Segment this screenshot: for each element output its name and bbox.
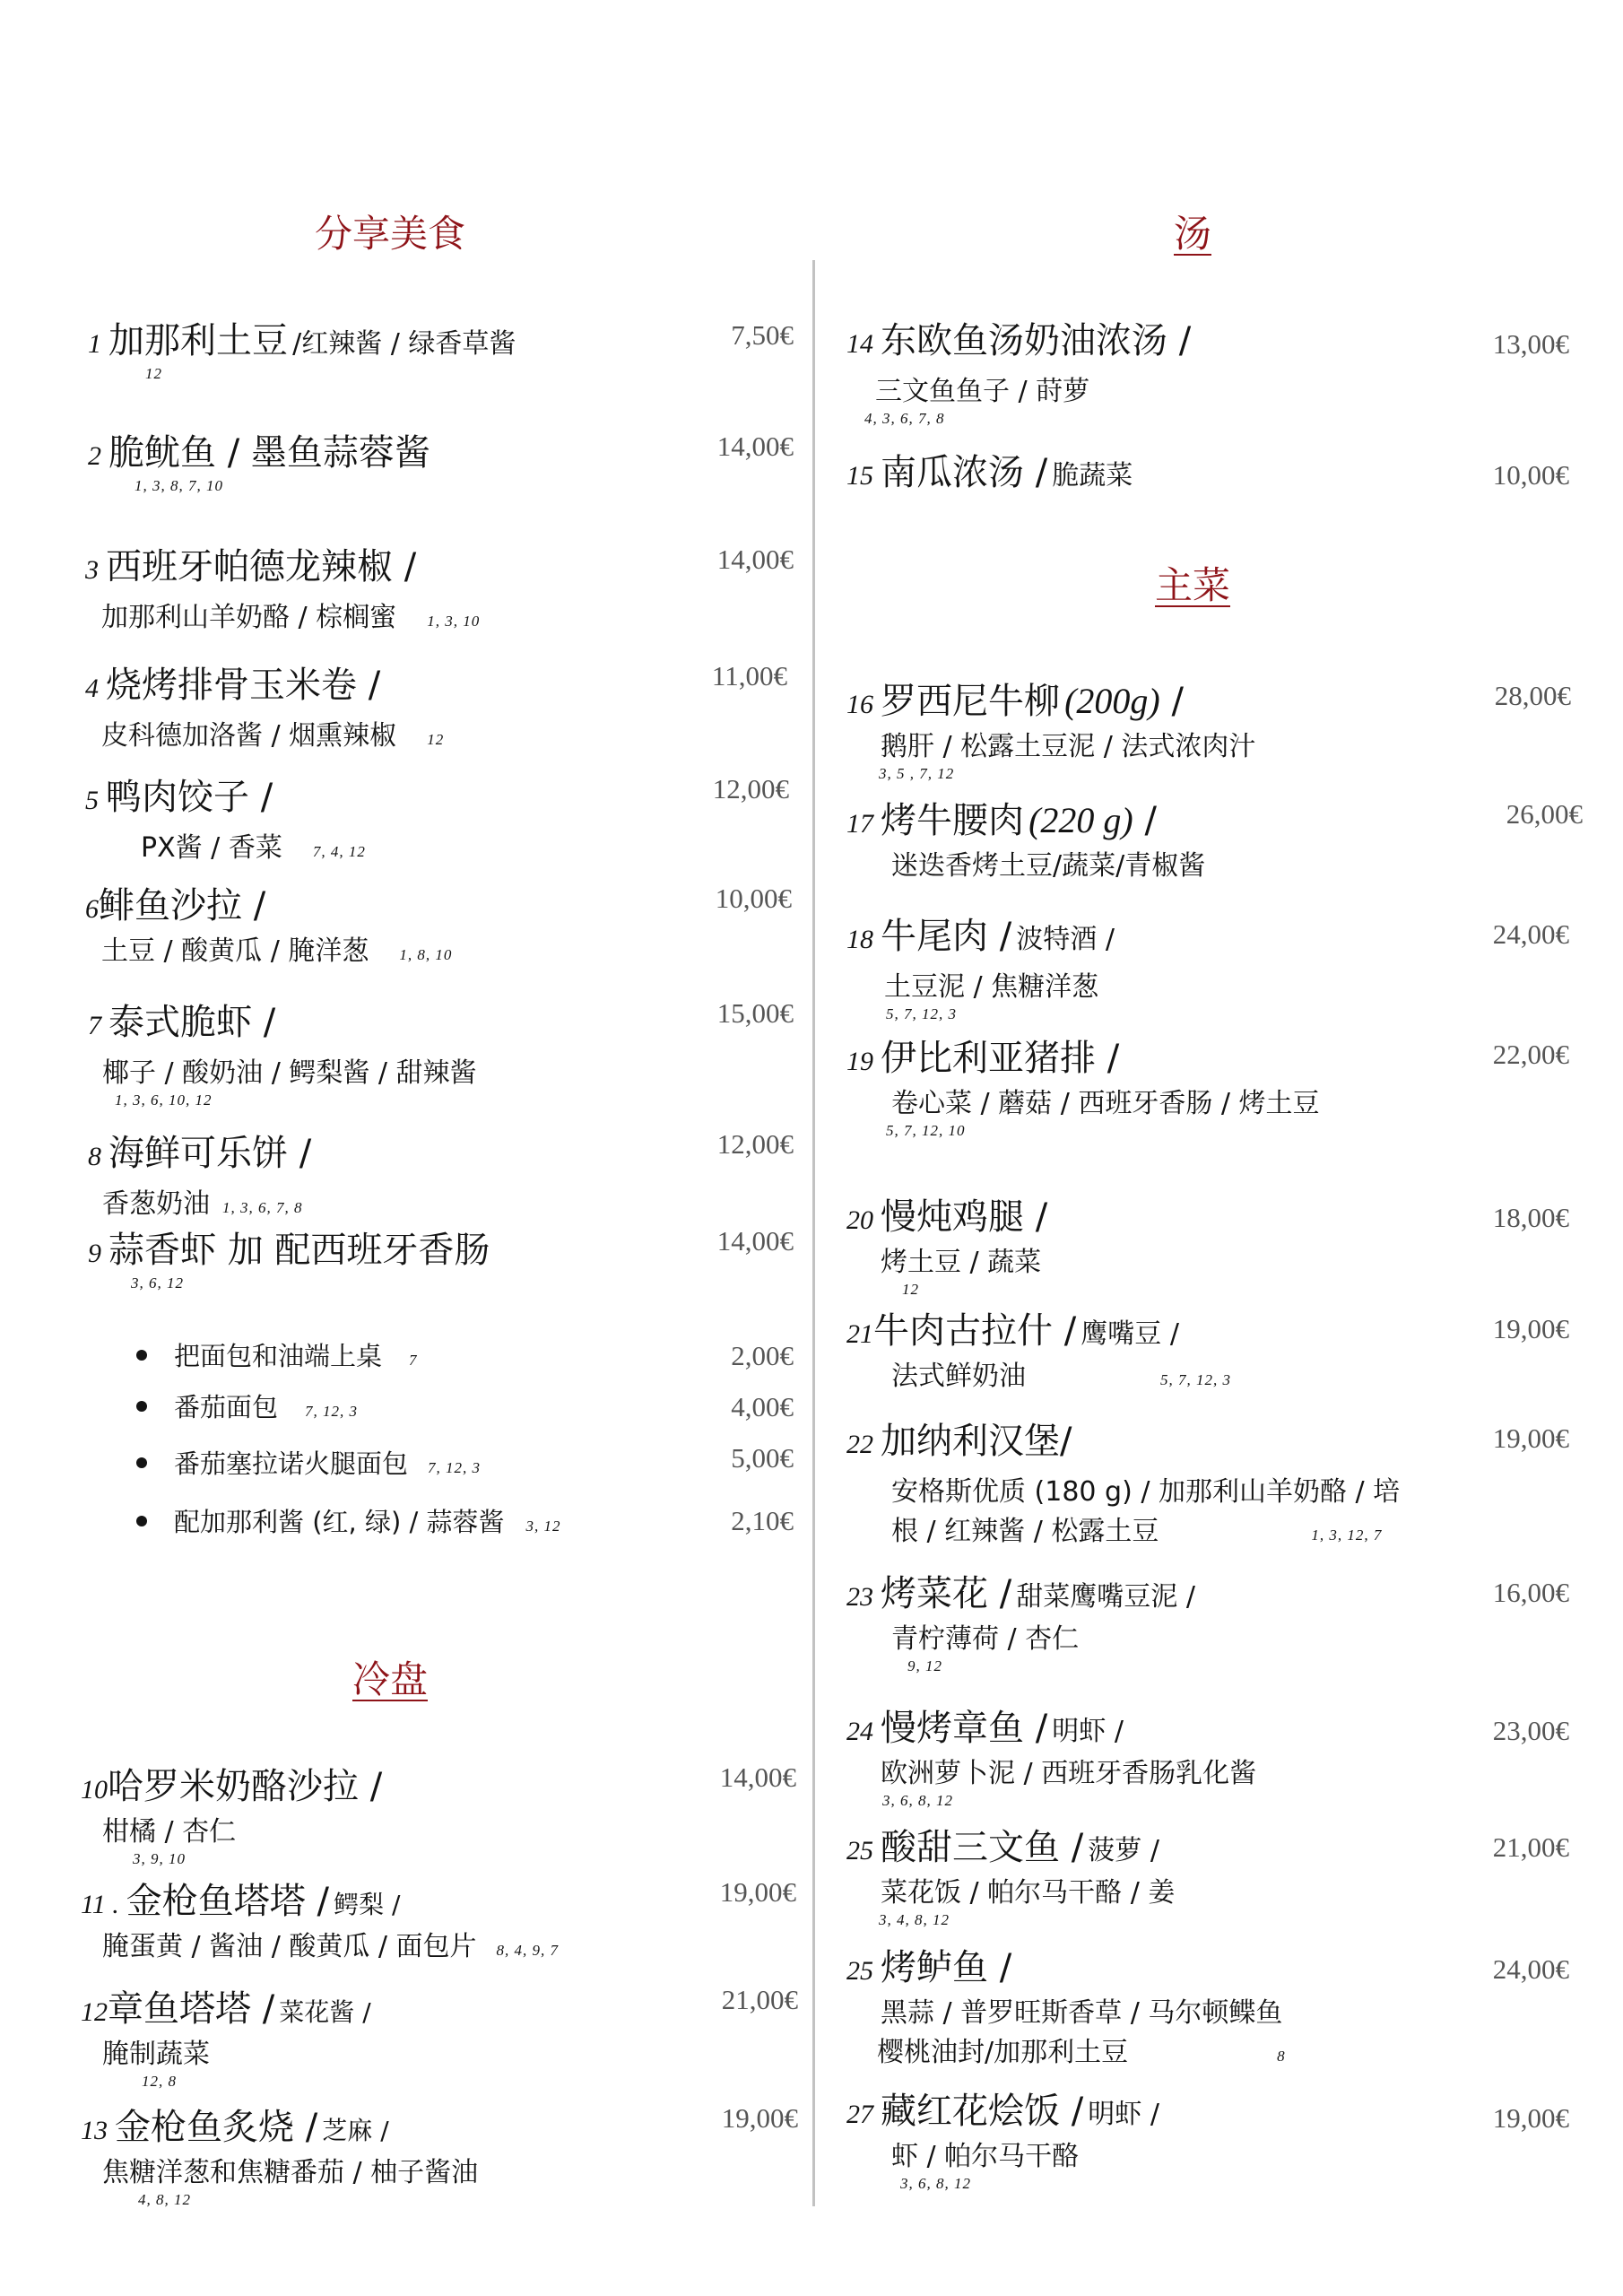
item-number: 8 (88, 1142, 101, 1171)
item-price: 19,00€ (1492, 1422, 1569, 1454)
item-subtitle: /红辣酱 / 绿香草酱 (292, 328, 516, 360)
item-number: 13 (81, 2116, 108, 2145)
item-name: 脆鱿鱼 / 墨鱼蒜蓉酱 (108, 432, 430, 474)
extra-allergens: 7, 12, 3 (428, 1459, 482, 1476)
item-description: 焦糖洋葱和焦糖番茄 / 柚子酱油 (102, 2157, 479, 2188)
item-price: 11,00€ (711, 660, 787, 691)
item-subtitle: 鳄梨 / (334, 1890, 401, 1919)
item-description-text: 加那利山羊奶酪 / 棕榈蜜 (101, 602, 397, 633)
item-description-text: 腌蛋黄 / 酱油 / 酸黄瓜 / 面包片 (102, 1931, 477, 1962)
item-allergens: 1, 3, 8, 7, 10 (135, 477, 223, 494)
extra-allergens: 3, 12 (525, 1518, 561, 1535)
item-price: 10,00€ (715, 883, 792, 914)
item-number: 2 (88, 441, 101, 471)
item-number: 15 (846, 461, 873, 491)
item-price: 16,00€ (1492, 1577, 1569, 1608)
item-price: 7,50€ (731, 319, 794, 351)
menu-item (846, 444, 1133, 495)
bullet-dot (136, 1401, 147, 1412)
item-price: 14,00€ (719, 1761, 796, 1793)
column-divider (812, 260, 815, 2206)
menu-item (81, 1758, 382, 1868)
menu-item (846, 1939, 1286, 2069)
item-allergens: 5, 7, 12, 3 (886, 1005, 957, 1022)
extra-item (136, 1502, 561, 1539)
item-allergens: 3, 4, 8, 12 (879, 1911, 950, 1928)
menu-item (846, 1030, 1320, 1140)
item-price: 13,00€ (1492, 328, 1569, 360)
item-description-text: 香葱奶油 (102, 1188, 210, 1220)
item-number: 9 (88, 1239, 101, 1268)
item-subtitle: 波特酒 / (1016, 924, 1115, 955)
item-price: 14,00€ (716, 1225, 794, 1257)
item-allergens: 3, 6, 12 (131, 1274, 184, 1292)
item-number: 6 (85, 894, 99, 924)
item-description: 安格斯优质 (180 g) / 加那利山羊奶酪 / 培 (891, 1476, 1401, 1508)
item-price: 22,00€ (1492, 1039, 1569, 1070)
item-allergens: 12 (902, 1281, 919, 1298)
menu-item (846, 1188, 1047, 1299)
item-price: 10,00€ (1492, 459, 1569, 491)
item-subtitle: 甜菜鹰嘴豆泥 / (1016, 1581, 1195, 1613)
item-price: 28,00€ (1494, 680, 1571, 711)
item-subtitle: 明虾 / (1088, 2099, 1159, 2130)
item-name: 西班牙帕德龙辣椒 / (106, 546, 417, 587)
section-title-cold: 冷盘 (352, 1657, 428, 1701)
item-allergens: 9, 12 (907, 1657, 942, 1674)
item-number: 18 (846, 925, 873, 954)
item-name: 金枪鱼炙烧 / (115, 2107, 318, 2148)
item-number: 27 (846, 2100, 873, 2129)
item-allergens: 5, 7, 12, 10 (886, 1122, 966, 1139)
item-subtitle: 芝麻 / (322, 2116, 389, 2145)
extra-label: 配加那利酱 (红, 绿) / 蒜蓉酱 (174, 1507, 505, 1537)
extra-label: 番茄面包 (174, 1392, 279, 1422)
item-price: 24,00€ (1492, 918, 1569, 950)
extra-price: 2,00€ (731, 1340, 794, 1371)
item-name: 南瓜浓汤 / (881, 452, 1048, 493)
menu-item (846, 792, 1205, 883)
item-allergens: 1, 3, 6, 10, 12 (115, 1091, 213, 1109)
menu-item (88, 1222, 490, 1292)
item-subtitle: 脆蔬菜 (1052, 460, 1133, 491)
item-number: 24 (846, 1717, 873, 1746)
item-number: 12 (81, 1997, 108, 2027)
menu-item (846, 312, 1191, 428)
item-number: 5 (85, 786, 99, 815)
item-price: 14,00€ (716, 430, 794, 462)
menu-item (846, 1565, 1195, 1675)
menu-item (85, 769, 366, 865)
item-name-end: / (1159, 681, 1184, 722)
extra-price: 2,10€ (731, 1505, 794, 1536)
item-allergens: 1, 3, 10 (427, 613, 481, 630)
item-number: 7 (88, 1011, 101, 1040)
item-weight: (200g) (1064, 681, 1160, 721)
item-allergens: 8 (1277, 2048, 1286, 2065)
item-price: 21,00€ (721, 1984, 798, 2015)
item-description: 卷心菜 / 蘑菇 / 西班牙香肠 / 烤土豆 (891, 1088, 1320, 1119)
item-name: 牛尾肉 / (881, 916, 1012, 957)
item-description: 菜花饭 / 帕尔马干酪 / 姜 (881, 1877, 1176, 1909)
item-description: 柑橘 / 杏仁 (102, 1816, 237, 1848)
bullet-dot (136, 1516, 147, 1526)
bullet-dot (136, 1457, 147, 1468)
item-allergens: 7, 4, 12 (312, 843, 366, 860)
item-description (101, 928, 452, 968)
item-description: 三文鱼鱼子 / 莳萝 (875, 376, 1090, 407)
item-allergens: 4, 3, 6, 7, 8 (864, 410, 945, 427)
item-name: 加纳利汉堡/ (881, 1421, 1072, 1462)
item-name: 加那利土豆 (108, 320, 288, 361)
item-allergens: 5, 7, 12, 3 (1160, 1371, 1231, 1388)
item-price: 18,00€ (1492, 1202, 1569, 1233)
item-description (102, 1181, 311, 1221)
item-number: 16 (846, 690, 873, 719)
item-description-2 (877, 2030, 1286, 2069)
item-price: 19,00€ (719, 1876, 796, 1908)
item-description (101, 595, 480, 634)
item-description-text: 法式鲜奶油 (891, 1361, 1026, 1392)
item-allergens: 12 (427, 731, 445, 748)
item-name: 慢炖鸡腿 / (881, 1196, 1048, 1238)
item-price: 15,00€ (716, 997, 794, 1029)
item-description: 鹅肝 / 松露土豆泥 / 法式浓肉汁 (881, 731, 1256, 762)
item-description-text: 樱桃油封/加那利土豆 (877, 2037, 1129, 2068)
item-name: 藏红花烩饭 / (881, 2091, 1084, 2132)
item-description-text: PX酱 / 香菜 (141, 832, 282, 864)
item-name: 鸭肉饺子 / (106, 777, 273, 818)
menu-item (85, 538, 480, 634)
item-price: 24,00€ (1492, 1953, 1569, 1985)
item-name: 罗西尼牛柳 (881, 681, 1060, 722)
item-description-2 (891, 1509, 1400, 1548)
item-name: 伊比利亚猪排 / (881, 1038, 1120, 1079)
item-number: 21 (846, 1319, 873, 1349)
item-name: 牛肉古拉什 / (873, 1310, 1077, 1352)
item-name: 章鱼塔塔 / (108, 1988, 275, 2030)
item-weight: (220 g) (1028, 800, 1133, 840)
item-allergens: 1, 8, 10 (399, 946, 453, 963)
item-description: 黑蒜 / 普罗旺斯香草 / 马尔顿鲽鱼 (881, 1997, 1283, 2029)
item-description-text: 皮科德加洛酱 / 烟熏辣椒 (101, 720, 397, 752)
menu-item (88, 994, 477, 1109)
item-number: 14 (846, 329, 873, 359)
menu-item (88, 1125, 311, 1221)
item-price: 12,00€ (712, 773, 789, 804)
item-description (102, 1924, 559, 1963)
menu-item (88, 312, 516, 383)
item-name: 泰式脆虾 / (108, 1002, 276, 1043)
extra-label: 番茄塞拉诺火腿面包 (174, 1448, 409, 1479)
item-number: 4 (85, 674, 99, 703)
menu-item (81, 1873, 559, 1963)
item-name: 哈罗米奶酪沙拉 / (108, 1766, 383, 1807)
item-number: 20 (846, 1205, 873, 1235)
item-name: 金枪鱼塔塔 / (126, 1881, 329, 1922)
menu-item (85, 877, 452, 968)
extra-item (136, 1444, 481, 1481)
item-description: 烤土豆 / 蔬菜 (881, 1247, 1042, 1278)
item-subtitle: 鹰嘴豆 / (1081, 1318, 1179, 1350)
item-name-end: / (1133, 800, 1157, 841)
item-description: 欧洲萝卜泥 / 西班牙香肠乳化酱 (881, 1758, 1257, 1789)
bullet-dot (136, 1350, 147, 1361)
extra-item (136, 1336, 418, 1373)
item-subtitle: 菜花酱 / (279, 1997, 371, 2027)
item-number: 22 (846, 1430, 873, 1459)
item-allergens: 1, 3, 6, 7, 8 (222, 1199, 303, 1216)
item-allergens: 3, 6, 8, 12 (882, 1792, 953, 1809)
item-number: 25 (846, 1956, 873, 1986)
item-allergens: 8, 4, 9, 7 (496, 1942, 560, 1959)
item-price: 21,00€ (1492, 1831, 1569, 1863)
item-allergens: 3, 5 , 7, 12 (879, 765, 955, 782)
extra-allergens: 7, 12, 3 (305, 1403, 359, 1420)
item-number: 17 (846, 809, 873, 839)
item-price: 12,00€ (716, 1128, 794, 1160)
item-description: 迷迭香烤土豆/蔬菜/青椒酱 (891, 850, 1206, 882)
section-title-share: 分享美食 (314, 212, 465, 256)
menu-item (85, 657, 444, 752)
item-allergens: 1, 3, 12, 7 (1311, 1526, 1383, 1544)
item-price: 19,00€ (1492, 1313, 1569, 1344)
item-allergens: 4, 8, 12 (138, 2191, 191, 2208)
item-number: 10 (81, 1775, 108, 1805)
item-subtitle: 菠萝 / (1088, 1835, 1159, 1866)
item-allergens: 12, 8 (142, 2073, 177, 2090)
extra-price: 4,00€ (731, 1391, 794, 1422)
item-description: 土豆泥 / 焦糖洋葱 (884, 971, 1099, 1003)
item-name: 酸甜三文鱼 / (881, 1827, 1084, 1868)
item-name: 烤鲈鱼 / (881, 1947, 1012, 1988)
menu-item (846, 1302, 1231, 1393)
item-price: 14,00€ (716, 544, 794, 575)
item-name: 蒜香虾 加 配西班牙香肠 (108, 1230, 490, 1271)
menu-item (846, 673, 1255, 783)
item-description: 腌制蔬菜 (102, 2039, 210, 2070)
item-subtitle: 明虾 / (1052, 1716, 1124, 1747)
item-name: 鲱鱼沙拉 / (99, 885, 266, 926)
item-price: 26,00€ (1506, 798, 1583, 830)
item-description-text: 土豆 / 酸黄瓜 / 腌洋葱 (101, 935, 369, 967)
item-name: 烤菜花 / (881, 1573, 1012, 1614)
item-description: 椰子 / 酸奶油 / 鳄梨酱 / 甜辣酱 (102, 1057, 477, 1089)
item-description (891, 1353, 1231, 1393)
menu-item (846, 1700, 1256, 1810)
item-name: 海鲜可乐饼 / (108, 1133, 312, 1174)
item-description (101, 713, 444, 752)
item-allergens: 3, 9, 10 (133, 1850, 186, 1867)
menu-item (846, 2083, 1159, 2193)
item-name: 慢烤章鱼 / (881, 1708, 1048, 1749)
item-number: 3 (85, 555, 99, 585)
section-title-mains: 主菜 (1154, 563, 1230, 607)
item-number: 25 (846, 1836, 873, 1866)
item-allergens: 3, 6, 8, 12 (900, 2175, 971, 2192)
item-number: 11 . (81, 1890, 119, 1919)
item-name: 东欧鱼汤奶油浓汤 / (881, 320, 1192, 361)
menu-item (88, 424, 430, 495)
menu-item (81, 2099, 478, 2209)
menu-item (81, 1980, 371, 2091)
item-name: 烧烤排骨玉米卷 / (106, 665, 381, 706)
extra-item (136, 1387, 358, 1424)
extra-price: 5,00€ (731, 1442, 794, 1474)
item-number: 1 (88, 329, 101, 359)
item-number: 19 (846, 1047, 873, 1076)
extra-label: 把面包和油端上桌 (174, 1341, 383, 1371)
item-price: 23,00€ (1492, 1715, 1569, 1746)
item-name: 烤牛腰肉 (881, 800, 1024, 841)
item-number: 23 (846, 1582, 873, 1612)
item-description (141, 825, 366, 865)
menu-item (846, 908, 1115, 1023)
item-description: 青柠薄荷 / 杏仁 (891, 1623, 1080, 1655)
item-description: 虾 / 帕尔马干酪 (891, 2141, 1080, 2172)
item-description-text: 根 / 红辣酱 / 松露土豆 (891, 1516, 1159, 1547)
section-title-soup: 汤 (1173, 212, 1211, 256)
extra-allergens: 7 (409, 1352, 418, 1369)
item-allergens: 12 (145, 365, 162, 382)
menu-item (846, 1819, 1175, 1929)
menu-item (846, 1413, 1400, 1548)
item-price: 19,00€ (721, 2102, 798, 2134)
item-price: 19,00€ (1492, 2102, 1569, 2134)
